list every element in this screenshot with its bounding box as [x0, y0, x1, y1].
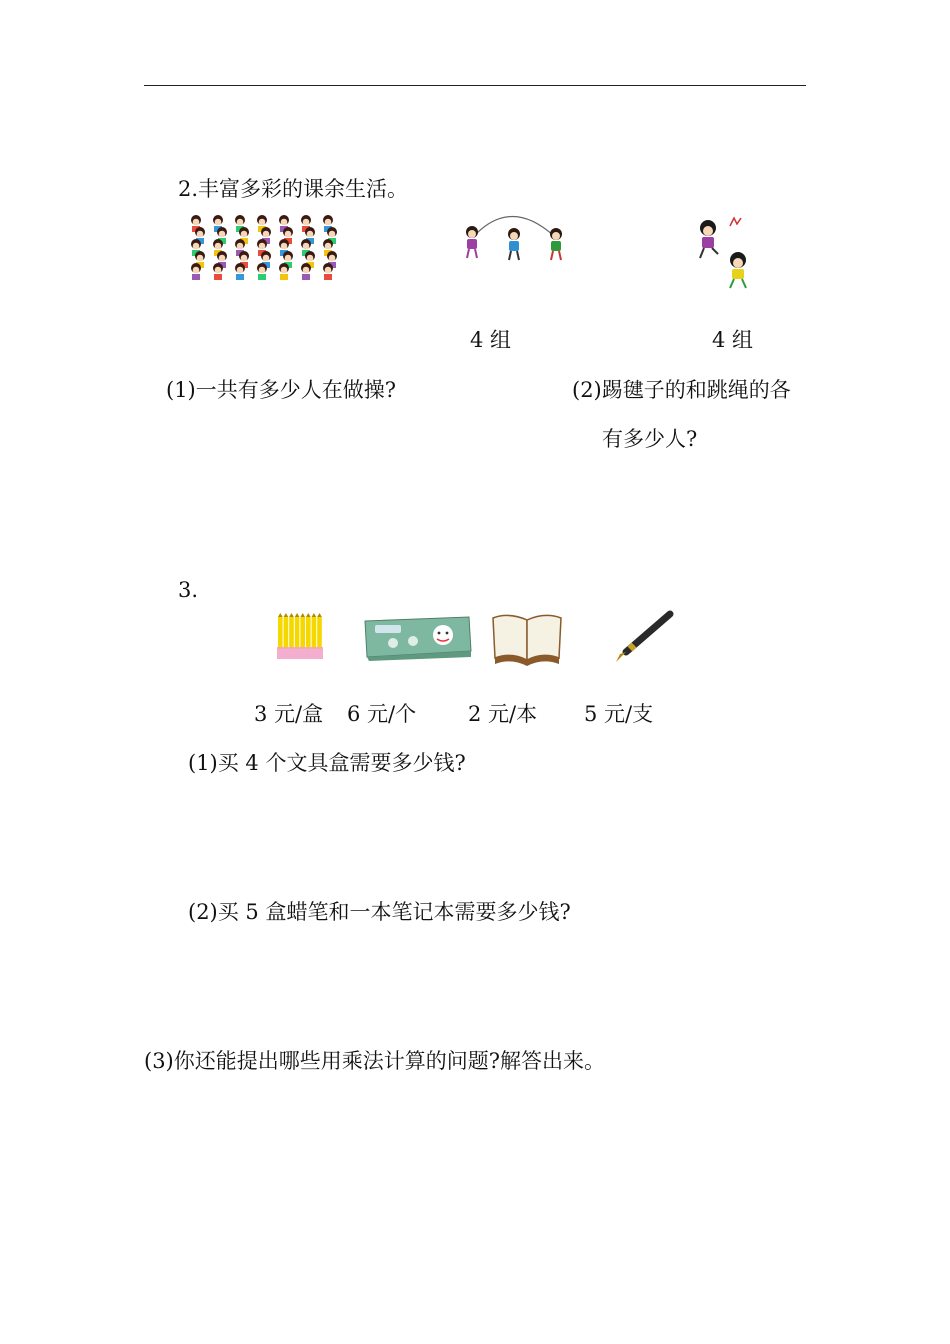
- rope-group-label: 4 组: [470, 328, 512, 352]
- pencil-case-illustration: [361, 613, 473, 661]
- q3-sub3: (3)你还能提出哪些用乘法计算的问题?解答出来。: [144, 1049, 606, 1073]
- q2-title: 2.丰富多彩的课余生活。: [178, 177, 409, 201]
- pen-illustration: [612, 610, 674, 664]
- price-notebook: 2 元/本: [468, 702, 538, 726]
- q2-sub2-line2: 有多少人?: [602, 427, 698, 451]
- notebook-illustration: [491, 610, 563, 666]
- q2-sub1: (1)一共有多少人在做操?: [166, 378, 397, 402]
- q3-title: 3.: [178, 578, 199, 602]
- q3-sub1: (1)买 4 个文具盒需要多少钱?: [188, 751, 466, 775]
- q3-sub2: (2)买 5 盒蜡笔和一本笔记本需要多少钱?: [188, 900, 571, 924]
- shuttlecock-group-label: 4 组: [712, 328, 754, 352]
- price-pencil-case: 6 元/个: [347, 702, 417, 726]
- crayon-box-illustration: [277, 613, 325, 661]
- jump-rope-illustration: [460, 212, 572, 264]
- price-pen: 5 元/支: [584, 702, 654, 726]
- q2-sub2-line1: (2)踢毽子的和跳绳的各: [572, 378, 791, 402]
- price-crayons: 3 元/盒: [254, 702, 324, 726]
- shuttlecock-illustration: [686, 214, 762, 292]
- exercise-crowd-illustration: [186, 212, 352, 294]
- header-rule: [144, 85, 806, 86]
